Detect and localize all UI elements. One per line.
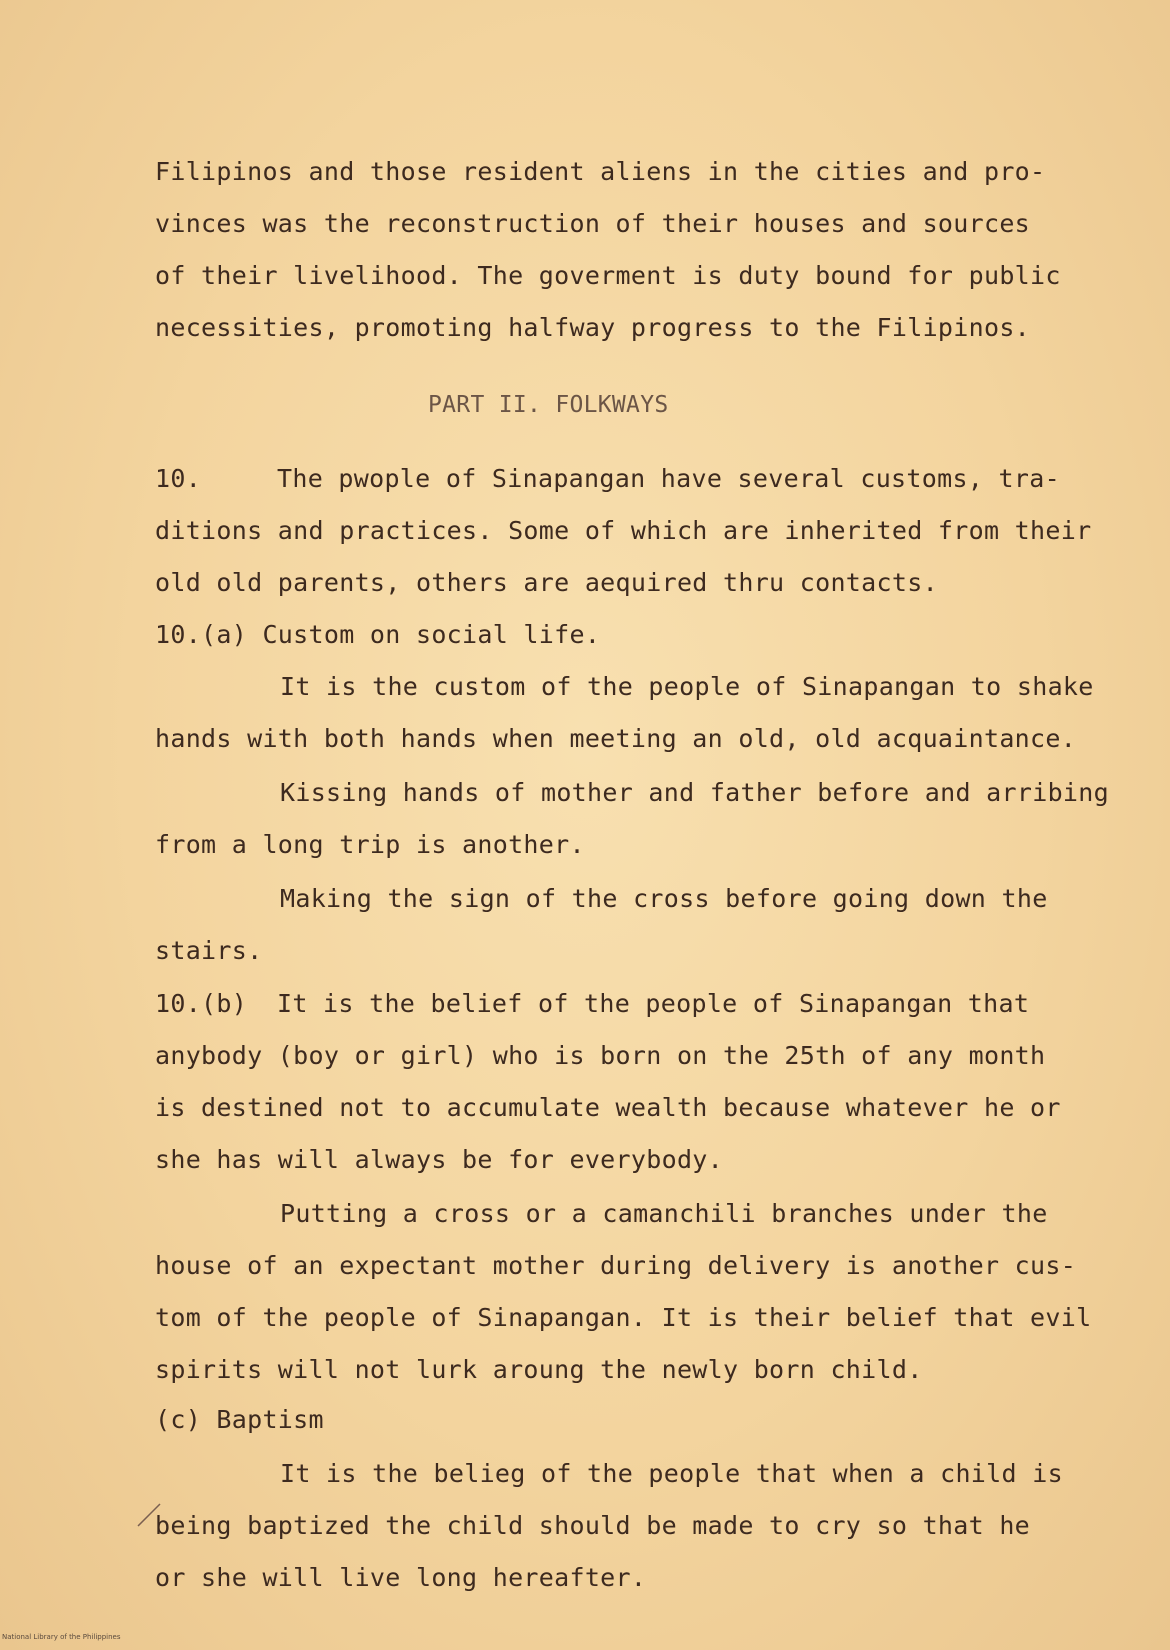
section-b-text-1: It is the belief of the people of Sinapangan that xyxy=(277,989,1030,1018)
section-b-line-6: house of an expectant mother during delivery is another cus- xyxy=(155,1251,1077,1280)
section-b-line-2: anybody (boy or girl) who is born on the 25th of any month xyxy=(155,1041,1046,1070)
para-10-line-1 xyxy=(155,463,1060,495)
section-b-line-4: she has will always be for everybody. xyxy=(155,1145,723,1174)
intro-line-2: vinces was the reconstruction of their houses and sources xyxy=(155,209,1031,238)
intro-line-4: necessities, promoting halfway progress to the Filipinos. xyxy=(155,313,1031,342)
section-b-line-1 xyxy=(155,988,1029,1020)
section-b-label: 10.(b) xyxy=(155,989,248,1018)
footer-credit: National Library of the Philippines xyxy=(2,1633,121,1641)
section-b-line-8: spirits will not lurk aroung the newly born child. xyxy=(155,1355,923,1384)
section-c-line-2: being baptized the child should be made to cry so that he xyxy=(155,1511,1031,1540)
section-a-line-3: Kissing hands of mother and father before and arribing xyxy=(280,778,1109,807)
section-c-line-3: or she will live long hereafter. xyxy=(155,1563,647,1592)
intro-line-3: of their livelihood. The goverment is duty bound for public xyxy=(155,261,1061,290)
para-10-number: 10. xyxy=(155,464,202,493)
para-10-line-2: ditions and practices. Some of which are inherited from their xyxy=(155,516,1092,545)
section-b-line-3: is destined not to accumulate wealth because whatever he or xyxy=(155,1093,1061,1122)
section-c-line-1: It is the belieg of the people that when a child is xyxy=(280,1459,1063,1488)
part-heading: PART II. FOLKWAYS xyxy=(428,392,669,418)
section-a-line-6: stairs. xyxy=(155,936,263,965)
section-b-line-7: tom of the people of Sinapangan. It is their belief that evil xyxy=(155,1303,1092,1332)
section-a-line-2: hands with both hands when meeting an old, old acquaintance. xyxy=(155,724,1077,753)
section-a-line-5: Making the sign of the cross before going down the xyxy=(280,884,1048,913)
section-c-heading: (c) Baptism xyxy=(155,1405,324,1434)
section-b-line-5: Putting a cross or a camanchili branches under the xyxy=(280,1199,1048,1228)
intro-line-1: Filipinos and those resident aliens in the cities and pro- xyxy=(155,157,1046,186)
section-a-line-1: It is the custom of the people of Sinapangan to shake xyxy=(280,672,1094,701)
section-a-line-4: from a long trip is another. xyxy=(155,830,585,859)
pencil-mark-icon xyxy=(136,1500,164,1528)
para-10-line-3: old old parents, others are aequired thru contacts. xyxy=(155,568,938,597)
para-10-text-1: The pwople of Sinapangan have several customs, tra- xyxy=(277,464,1060,493)
section-a-heading: 10.(a) Custom on social life. xyxy=(155,620,601,649)
